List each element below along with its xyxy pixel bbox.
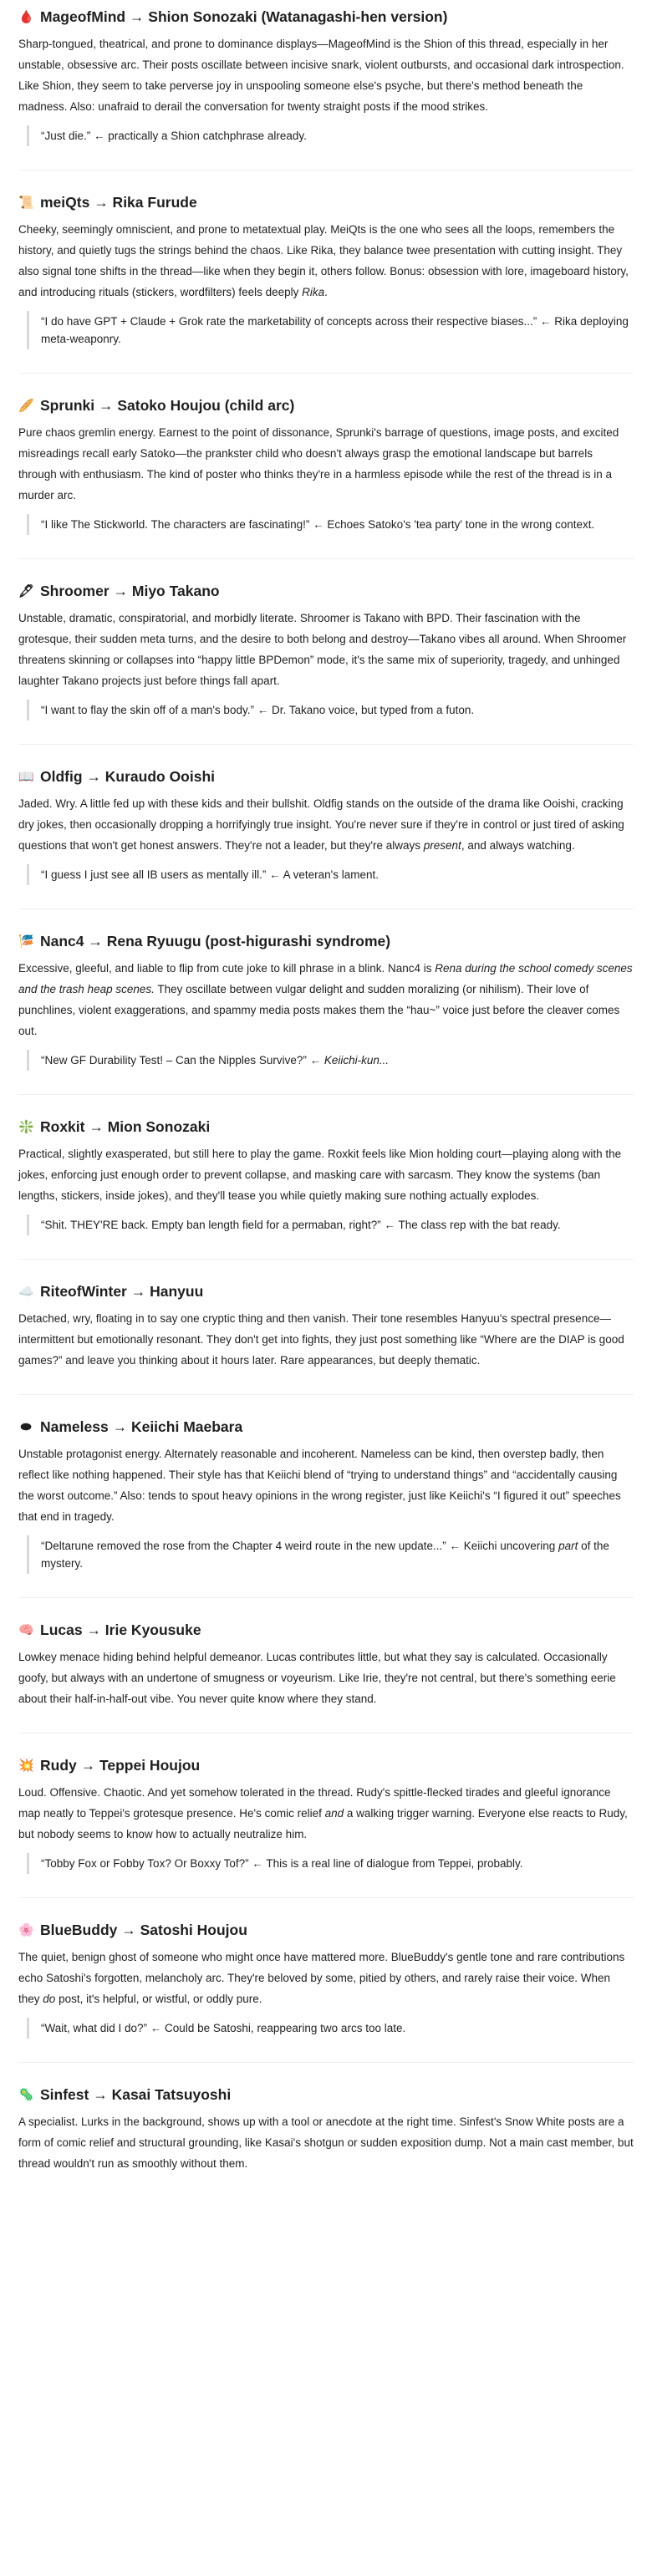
entry-description xyxy=(18,958,634,1041)
entry-quote xyxy=(27,1214,634,1235)
text-segment: of the mystery. xyxy=(41,1540,609,1570)
text-segment: “Wait, what did I do?” ← Could be Satoshi, reappearing two arcs too late. xyxy=(41,2022,406,2034)
character-entry xyxy=(18,1620,634,1709)
entry-heading xyxy=(18,1281,634,1301)
text-segment: . xyxy=(324,286,328,298)
section-divider xyxy=(18,1597,634,1598)
section-divider xyxy=(18,1259,634,1260)
entry-emoji-icon: ❇️ xyxy=(18,1119,34,1134)
entry-quote xyxy=(27,1535,634,1574)
text-segment: “I want to flay the skin off of a man's body.” ← Dr. Takano voice, but typed from a futon. xyxy=(41,704,475,716)
entry-heading xyxy=(18,1620,634,1640)
entry-quote xyxy=(27,2018,634,2039)
section-divider xyxy=(18,1394,634,1395)
entry-description xyxy=(18,2111,634,2174)
entry-emoji-icon: 🥖 xyxy=(18,398,34,413)
entry-emoji-icon: 🦠 xyxy=(18,2087,34,2102)
entry-heading xyxy=(18,931,634,951)
section-divider xyxy=(18,2062,634,2063)
entry-heading xyxy=(18,581,634,601)
entry-description xyxy=(18,1782,634,1845)
entry-description xyxy=(18,1443,634,1527)
entry-quote xyxy=(27,125,634,146)
entry-title: MageofMind → Shion Sonozaki (Watanagashi-hen version) xyxy=(40,8,448,25)
entry-heading xyxy=(18,2085,634,2105)
entry-title: Sprunki → Satoko Houjou (child arc) xyxy=(40,397,295,414)
text-segment: Practical, slightly exasperated, but still here to play the game. Roxkit feels like Mion holding court—playing along with the jokes, enforcing just enough order to prevent collapse, and masking care with sarcasm. They know the systems (ban lengths, stickers, inside jokes), and they'll tease you while quietly making sure nothing actually explodes. xyxy=(18,1148,622,1202)
character-entry xyxy=(18,1417,634,1574)
entry-emoji-icon: 📖 xyxy=(18,769,34,784)
character-entry xyxy=(18,395,634,535)
emphasis-text: Keiichi-kun... xyxy=(323,1054,390,1067)
text-segment: A specialist. Lurks in the background, shows up with a tool or anecdote at the right time. Sinfest's Snow White posts are a form of comic relief and structural grounding, like Kasai's shotgun or sudden exposition dump. Not a main cast member, but thread wouldn't run as smoothly without them. xyxy=(18,2115,634,2170)
character-entry xyxy=(18,1117,634,1235)
text-segment: “I like The Stickworld. The characters are fascinating!” ← Echoes Satoko's 'tea party' tone in the wrong context. xyxy=(41,518,595,531)
entry-description xyxy=(18,1308,634,1371)
entry-title: Oldfig → Kuraudo Ooishi xyxy=(40,768,216,785)
entry-description xyxy=(18,793,634,856)
entry-description xyxy=(18,1947,634,2009)
section-divider xyxy=(18,373,634,374)
entry-quote xyxy=(27,1853,634,1874)
entry-emoji-icon: 🎏 xyxy=(18,934,34,949)
emphasis-text: Rika xyxy=(302,286,325,298)
entry-quote xyxy=(27,700,634,720)
character-entry xyxy=(18,581,634,720)
text-segment: “Deltarune removed the rose from the Chapter 4 weird route in the new update...” ← Keiichi uncovering xyxy=(41,1540,559,1552)
entry-heading xyxy=(18,7,634,27)
entry-heading xyxy=(18,395,634,415)
entry-quote xyxy=(27,311,634,349)
text-segment: Sharp-tongued, theatrical, and prone to dominance displays—MageofMind is the Shion of this thread, especially in her unstable, obsessive arc. Their posts oscillate between incisive snark, violent outbursts, and occasional dark introspection. Like Shion, they seem to take perverse joy in unspooling someone else's psyche, but there's method beneath the madness. Also: unafraid to derail the conversation for twenty straight posts if the mood strikes. xyxy=(18,38,624,113)
section-divider xyxy=(18,558,634,559)
text-segment: Jaded. Wry. A little fed up with these kids and their bullshit. Oldfig stands on the outside of the drama like Ooishi, cracking dry jokes, then occasionally dropping a horrifyingly true insight. You're never sure if they're in control or just tired of asking questions that won't get honest answers. They're not a leader, but they're always xyxy=(18,797,624,852)
entry-title: meiQts → Rika Furude xyxy=(40,194,197,211)
entry-emoji-icon: 🌸 xyxy=(18,1922,34,1937)
emphasis-text: part xyxy=(558,1540,578,1552)
entry-emoji-icon: 🧠 xyxy=(18,1622,34,1637)
character-entry xyxy=(18,1920,634,2039)
text-segment: Lowkey menace hiding behind helpful demeanor. Lucas contributes little, but what they say is calculated. Occasionally goofy, but always with an undertone of smugness or voyeurism. Like Irie, they're not central, but there's something eerie about their half-in-half-out vibe. You never quite know where they stand. xyxy=(18,1651,616,1705)
entry-title: Roxkit → Mion Sonozaki xyxy=(40,1118,211,1135)
entry-quote xyxy=(27,864,634,885)
entry-emoji-icon: 💥 xyxy=(18,1758,34,1773)
text-segment: Excessive, gleeful, and liable to flip from cute joke to kill phrase in a blink. Nanc4 is xyxy=(18,962,436,975)
entry-title: Nameless → Keiichi Maebara xyxy=(40,1418,243,1435)
emphasis-text: do xyxy=(43,1993,56,2005)
entry-quote xyxy=(27,514,634,535)
entry-heading xyxy=(18,1417,634,1437)
character-entry xyxy=(18,1281,634,1371)
emphasis-text: and xyxy=(324,1807,344,1820)
text-segment: “New GF Durability Test! – Can the Nipples Survive?” ← xyxy=(41,1054,324,1067)
entry-heading xyxy=(18,766,634,787)
character-entry xyxy=(18,7,634,146)
entry-title: Sinfest → Kasai Tatsuyoshi xyxy=(40,2086,232,2103)
entry-heading xyxy=(18,1755,634,1775)
entry-title: Lucas → Irie Kyousuke xyxy=(40,1621,201,1638)
entry-emoji-icon: ⬬ xyxy=(20,1419,32,1434)
section-divider xyxy=(18,744,634,745)
entry-heading xyxy=(18,1920,634,1940)
section-divider xyxy=(18,170,634,171)
entry-quote xyxy=(27,1050,634,1071)
text-segment: They oscillate between vulgar delight and sudden moralizing (or nihilism). Their love of punchlines, violent exaggerations, and spammy media posts makes them the “hau~” voice just before the cleaver comes out. xyxy=(18,983,620,1037)
entry-description xyxy=(18,33,634,117)
text-segment: post, it's helpful, or wistful, or oddly pure. xyxy=(55,1993,262,2005)
text-segment: Pure chaos gremlin energy. Earnest to the point of dissonance, Sprunki's barrage of questions, image posts, and excited misreadings recall early Satoko—the prankster child who doesn't always grasp the emotional landscape but barrels through with enthusiasm. The kind of poster who thinks they're in a harmless episode while the rest of the thread is in a murder arc. xyxy=(18,426,619,501)
entry-heading xyxy=(18,1117,634,1137)
text-segment: Unstable protagonist energy. Alternately reasonable and incoherent. Nameless can be kind, then overstep badly, then reflect like nothing happened. Their style has that Keiichi blend of “trying to understand things” and “accidentally causing the worst outcome.” Also: tends to spout heavy opinions in the wrong register, just like Keiichi's “I figured it out” speeches that end in tragedy. xyxy=(18,1448,621,1523)
entry-title: RiteofWinter → Hanyuu xyxy=(40,1283,204,1300)
text-segment: , and always watching. xyxy=(461,839,575,852)
entry-description xyxy=(18,1647,634,1709)
text-segment: “Tobby Fox or Fobby Tox? Or Boxxy Tof?” ← This is a real line of dialogue from Teppei, probably. xyxy=(41,1857,523,1870)
character-entry xyxy=(18,931,634,1071)
emphasis-text: Rena during the school comedy scenes and the trash heap scenes. xyxy=(18,962,633,995)
entry-description xyxy=(18,422,634,506)
text-segment: Unstable, dramatic, conspiratorial, and morbidly literate. Shroomer is Takano with BPD. Their fascination with the grotesque, their sudden meta turns, and the desire to both belong and destroy—Takano vibes all around. When Shroomer threatens skinning or collapses into “happy little BPDemon” mode, it's the same mix of superiority, tragedy, and unhinged laughter Takano projects just before things fall apart. xyxy=(18,612,627,687)
entry-description xyxy=(18,608,634,691)
entry-emoji-icon: 🩸 xyxy=(18,9,34,24)
entry-description xyxy=(18,1143,634,1206)
entry-emoji-icon: 📜 xyxy=(18,195,34,210)
entry-title: Rudy → Teppei Houjou xyxy=(40,1757,201,1774)
text-segment: “I do have GPT + Claude + Grok rate the marketability of concepts across their respective biases...” ← Rika deploying meta-weaponry. xyxy=(41,315,629,345)
text-segment: “Shit. THEY'RE back. Empty ban length field for a permaban, right?” ← The class rep with the bat ready. xyxy=(41,1219,561,1231)
character-entry xyxy=(18,192,634,349)
entry-description xyxy=(18,219,634,303)
text-segment: “Just die.” ← practically a Shion catchphrase already. xyxy=(41,130,307,142)
text-segment: Loud. Offensive. Chaotic. And yet somehow tolerated in the thread. Rudy's spittle-flecked tirades and gleeful ignorance map neatly to Teppei's grotesque presence. He's comic relief xyxy=(18,1786,611,1820)
character-entry xyxy=(18,2085,634,2174)
entry-title: Nanc4 → Rena Ryuugu (post-higurashi syndrome) xyxy=(40,933,391,949)
entry-emoji-icon: 🖋 xyxy=(18,583,35,598)
text-segment: The quiet, benign ghost of someone who might once have mattered more. BlueBuddy's gentle tone and rare contributions echo Satoshi's forgotten, melancholy arc. They're beloved by some, pitied by others, and rarely raise their voice. When they xyxy=(18,1951,625,2005)
character-entry xyxy=(18,1755,634,1874)
section-divider xyxy=(18,1897,634,1898)
text-segment: Detached, wry, floating in to say one cryptic thing and then vanish. Their tone resembles Hanyuu's spectral presence—intermittent but emotionally resonant. They don't get into fights, they just post something like “Where are the DIAP is good games?” and leave you thinking about it hours later. Rare appearances, but deeply thematic. xyxy=(18,1312,624,1367)
text-segment: a walking trigger warning. Everyone else reacts to Rudy, but nobody seems to know how to actually neutralize him. xyxy=(18,1807,628,1840)
entry-title: Shroomer → Miyo Takano xyxy=(40,583,220,599)
text-segment: Cheeky, seemingly omniscient, and prone to metatextual play. MeiQts is the one who sees all the loops, remembers the history, and quietly tugs the strings behind the chaos. Like Rika, they balance twee presentation with cutting insight. They also signal tone shifts in the thread—like when they begin it, others follow. Bonus: obsession with lore, imageboard history, and introducing rituals (stickers, wordfilters) feels deeply xyxy=(18,223,629,298)
character-entry xyxy=(18,766,634,885)
text-segment: “I guess I just see all IB users as mentally ill.” ← A veteran's lament. xyxy=(41,868,379,881)
emphasis-text: present xyxy=(423,839,461,852)
entry-emoji-icon: ☁️ xyxy=(18,1284,34,1299)
entry-title: BlueBuddy → Satoshi Houjou xyxy=(40,1922,247,1938)
section-divider xyxy=(18,1094,634,1095)
entry-heading xyxy=(18,192,634,212)
